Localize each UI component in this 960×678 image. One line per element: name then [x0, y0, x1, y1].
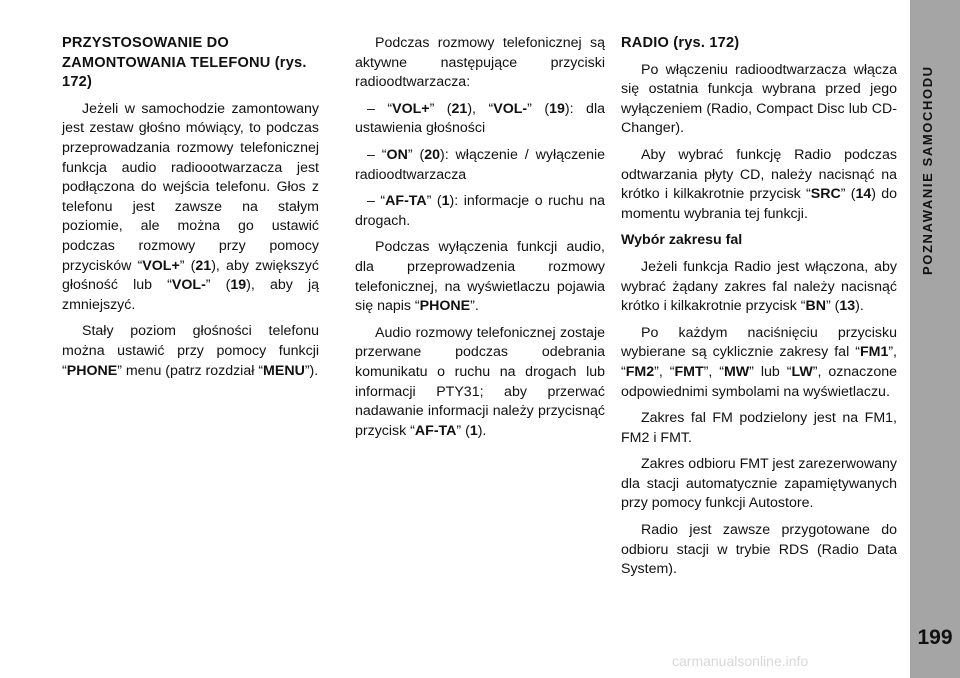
- page-number: 199: [917, 626, 953, 649]
- text-run: ” (: [205, 277, 231, 294]
- text-run: ” (: [426, 193, 442, 210]
- column-3: [621, 34, 897, 587]
- text-run: ), “: [467, 100, 494, 117]
- text-run: ” (: [407, 146, 425, 163]
- text-run: ).: [477, 422, 487, 439]
- button-label: 14: [855, 186, 872, 203]
- text-run: ”.: [470, 298, 479, 315]
- text-run: Stały poziom głośności telefonu można ustawić przy pomocy funkcji “: [62, 323, 319, 379]
- button-label: 13: [839, 298, 856, 315]
- paragraph: [62, 322, 319, 381]
- text-run: ”, oznaczone odpowiednimi symbolami na wyświetlaczu.: [621, 363, 897, 400]
- text-run: ): informacje o ruchu na drogach.: [355, 193, 605, 229]
- text-run: – “: [367, 146, 387, 163]
- list-item: [355, 192, 605, 231]
- button-label: 21: [195, 257, 212, 274]
- text-run: ” (: [179, 257, 196, 274]
- paragraph: [621, 146, 897, 224]
- button-label: AF-TA: [385, 193, 427, 210]
- paragraph: Radio jest zawsze przygotowane do odbioru stacji w trybie RDS (Radio Data System).: [621, 522, 897, 578]
- button-label: VOL-: [171, 277, 206, 294]
- button-label: 20: [424, 146, 440, 163]
- button-label: FM1: [859, 344, 889, 361]
- paragraph: [621, 324, 897, 402]
- paragraph: [621, 258, 897, 317]
- section-title: POZNAWANIE SAMOCHODU: [920, 65, 935, 275]
- text-run: ” lub “: [749, 363, 792, 380]
- text-run: Jeżeli funkcja Radio jest włączona, aby wybrać żądany zakres fal należy nacisnąć krótko i kilkakrotnie przycisk “: [621, 258, 897, 315]
- text-run: ), aby ją zmniejszyć.: [62, 277, 319, 313]
- button-label: FMT: [674, 363, 704, 380]
- button-label: 1: [441, 193, 450, 210]
- text-run: ), aby zwiększyć głośność lub “: [62, 257, 319, 294]
- button-label: AF-TA: [414, 422, 457, 439]
- button-label: MENU: [263, 362, 305, 379]
- text-run: Po każdym naciśnięciu przycisku wybierane są cyklicznie zakresy fal “: [621, 324, 897, 361]
- text-run: Audio rozmowy telefonicznej zostaje przerwane podczas odebrania komunikatu o ruchu na drogach lub informacji PTY31; aby przerwać nadawanie informacji należy przycisnąć przycisk “: [355, 324, 605, 439]
- text-run: ).: [855, 298, 864, 315]
- text-run: ” menu (patrz rozdział “: [117, 362, 264, 379]
- text-run: ) do momentu wybrania tej funkcji.: [621, 186, 897, 222]
- text-run: ” (: [456, 422, 470, 439]
- button-label: FM2: [625, 363, 655, 380]
- button-label: SRC: [810, 186, 841, 203]
- button-label: VOL-: [493, 100, 528, 117]
- paragraph: Zakres fal FM podzielony jest na FM1, FM2 i FMT.: [621, 410, 897, 446]
- button-label: ON: [386, 146, 408, 163]
- paragraph: Podczas rozmowy telefonicznej są aktywne następujące przyciski radioodtwarzacza:: [355, 35, 605, 91]
- button-label: VOL+: [392, 100, 430, 117]
- button-label: VOL+: [142, 257, 180, 274]
- text-run: ”, “: [654, 363, 675, 380]
- list-item: [355, 146, 605, 185]
- text-run: – “: [367, 193, 386, 210]
- column-1: [62, 34, 319, 388]
- paragraph: [355, 324, 605, 442]
- button-label: LW: [791, 363, 813, 380]
- button-label: PHONE: [66, 362, 118, 379]
- text-run: ” (: [527, 100, 550, 117]
- paragraph: Zakres odbioru FMT jest zarezerwowany dla stacji automatycznie zapamiętywanych przy pomocy funkcji Autostore.: [621, 456, 897, 512]
- button-label: 1: [469, 422, 478, 439]
- paragraph: [62, 100, 319, 316]
- button-label: 19: [549, 100, 565, 117]
- text-run: ” (: [840, 186, 856, 203]
- button-label: BN: [805, 298, 826, 315]
- text-run: Jeżeli w samochodzie zamontowany jest zestaw głośno mówiący, to podczas przeprowadzania rozmowy telefonicznej funkcja audio radioootwarzacza jest podłączona do wejścia telefonu. Głos z telefonu jest zawsze na stałym poziomie, ale można go ustawić podczas rozmowy przy pomocy przycisków “: [62, 100, 319, 274]
- button-label: PHONE: [419, 298, 471, 315]
- button-label: 21: [451, 100, 468, 117]
- watermark: carmanualsonline.info: [672, 653, 809, 669]
- text-run: ”, “: [621, 344, 897, 380]
- subheading-band-selection: Wybór zakresu fal: [621, 232, 743, 249]
- text-run: Podczas wyłączenia funkcji audio, dla przeprowadzenia rozmowy telefonicznej, na wyświetlaczu pojawia się napis “: [355, 239, 605, 315]
- text-run: ): włączenie / wyłączenie radioodtwarzacza: [355, 146, 605, 183]
- text-run: – “: [367, 100, 393, 117]
- section-sidebar: [910, 0, 960, 678]
- text-run: ): dla ustawienia głośności: [355, 100, 605, 137]
- paragraph: Po włączeniu radioodtwarzacza włącza się ostatnia funkcja wybrana przed jego wyłączeniem (Radio, Compact Disc lub CD-Changer).: [621, 61, 897, 137]
- button-label: 19: [230, 277, 247, 294]
- button-label: MW: [723, 363, 750, 380]
- column-2: [355, 34, 605, 448]
- text-run: ” (: [429, 100, 452, 117]
- text-run: ”, “: [703, 363, 724, 380]
- paragraph: [355, 238, 605, 316]
- text-run: Aby wybrać funkcję Radio podczas odtwarzania płyty CD, należy nacisnąć na krótko i kilkakrotnie przycisk “: [621, 146, 897, 203]
- text-run: ” (: [825, 298, 840, 315]
- text-run: ”).: [304, 362, 319, 379]
- list-item: [355, 100, 605, 139]
- heading-radio: RADIO (rys. 172): [621, 35, 740, 51]
- heading-phone-setup: PRZYSTOSOWANIE DO ZAMONTOWANIA TELEFONU (rys. 172): [62, 35, 307, 91]
